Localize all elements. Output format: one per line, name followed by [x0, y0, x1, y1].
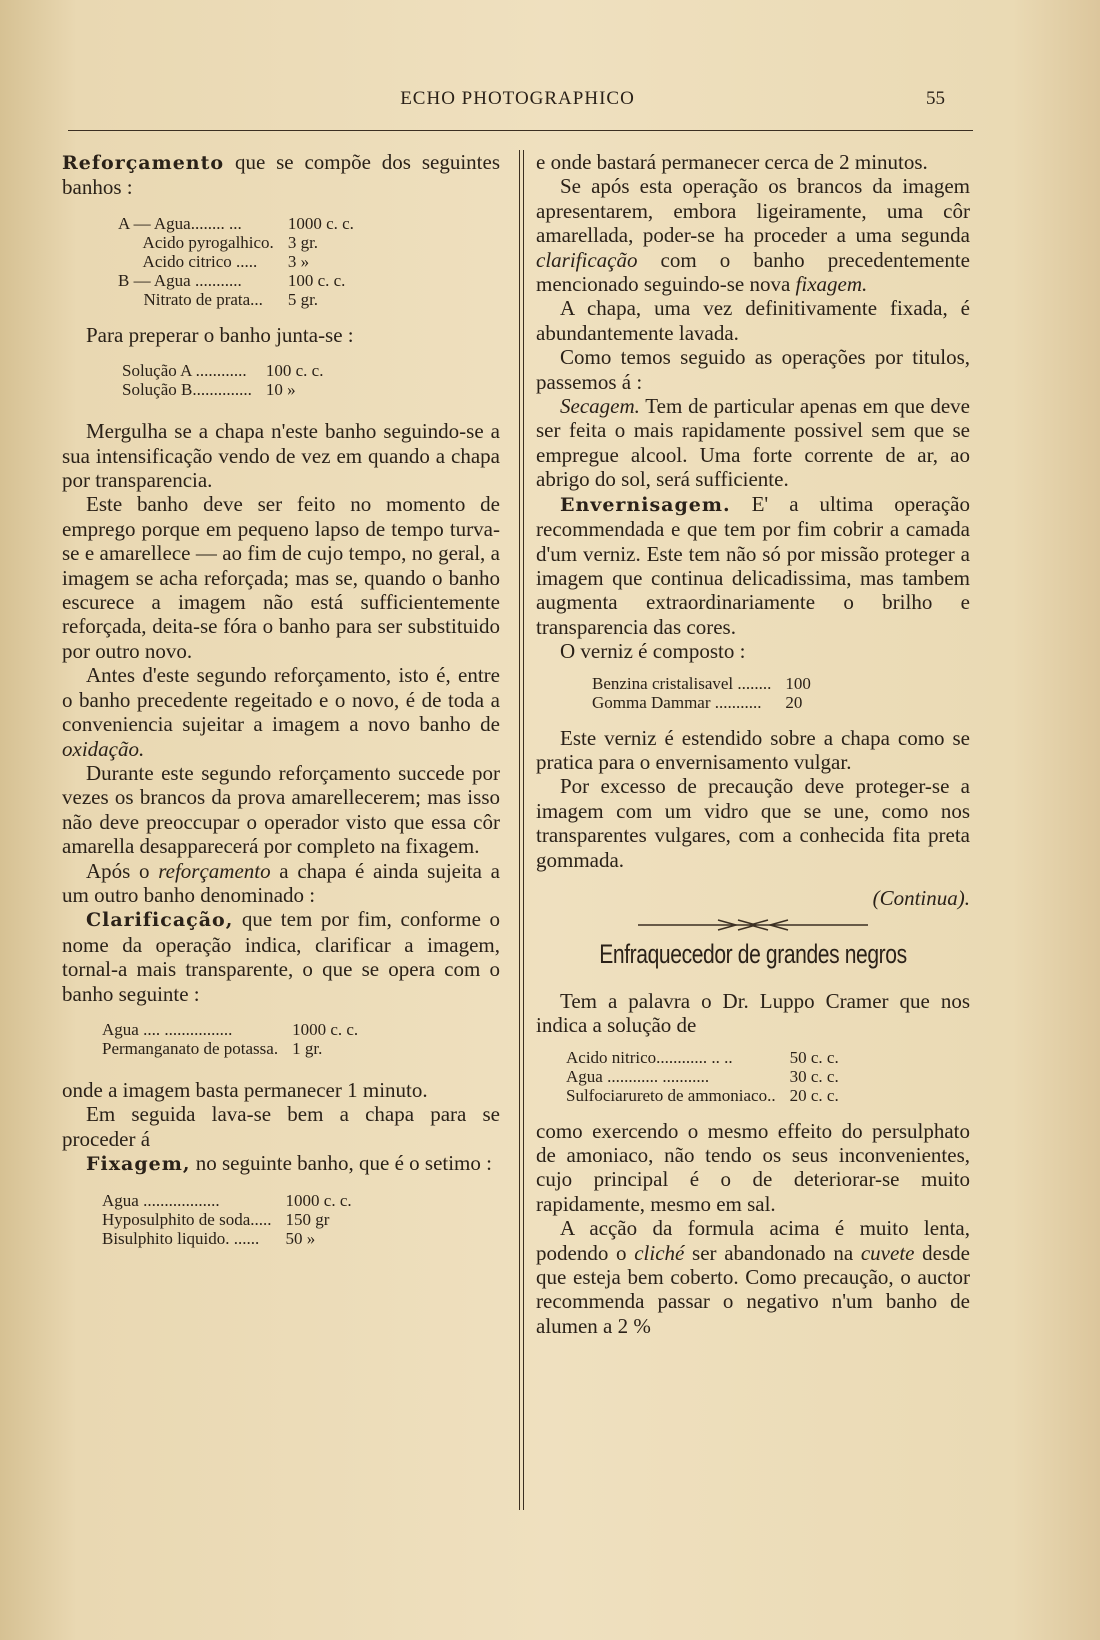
- paragraph-durante: Durante este segundo reforçamento succede por vezes os brancos da prova amarellecerem; mas isso não deve preoccupar o operador visto que essa côr amarella desapparecerá por completo na fixagem.: [62, 760, 500, 859]
- recipe-ingredient: Solução A ............: [122, 361, 247, 381]
- page-header: [60, 86, 975, 116]
- section-head-fixagem: Fixagem,: [86, 1153, 191, 1176]
- emphasis: fixagem.: [795, 272, 868, 297]
- paragraph-text: desde que esteja bem coberto. Como precaução, o auctor recommenda passar o negativo n'um banho de alumen a 2 %: [536, 1240, 970, 1338]
- paragraph-text: A acção da formula acima é muito lenta, podendo o: [536, 1216, 970, 1265]
- recipe-table-1: [118, 214, 354, 309]
- ornament-icon: [638, 918, 868, 932]
- header-rule: [68, 130, 973, 131]
- recipe-row: [118, 271, 354, 290]
- section-head-reforcamento: Reforçamento: [62, 152, 225, 174]
- emphasis: reforçamento: [158, 858, 271, 883]
- section-head-clarificacao: Clarificação,: [86, 909, 234, 932]
- recipe-row: [118, 233, 354, 252]
- recipe-quantity: 1 gr.: [292, 1038, 323, 1058]
- running-title: ECHO PHOTOGRAPHICO: [400, 88, 635, 109]
- recipe-row: [566, 1067, 839, 1086]
- paragraph-o-verniz: O verniz é composto :: [560, 639, 746, 664]
- left-column: [62, 150, 500, 1248]
- recipe-table-2: [122, 361, 323, 399]
- recipe-quantity: 3 »: [287, 251, 310, 271]
- paragraph-fixagem: [62, 1151, 500, 1176]
- recipe-ingredient: Nitrato de prata...: [118, 289, 263, 309]
- recipe-quantity: 100 c. c.: [287, 270, 346, 290]
- emphasis: oxidação.: [62, 736, 145, 761]
- paragraph-text: Tem de particular apenas em que deve ser feita o mais rapidamente possivel sem que se empregue alcool. Uma forte corrente de ar, ao abrigo do sol, será sufficiente.: [536, 394, 970, 492]
- recipe-ingredient: Hyposulphito de soda.....: [102, 1209, 272, 1229]
- emphasis: clarificação: [536, 247, 638, 272]
- recipe-ingredient: Bisulphito liquido. ......: [102, 1228, 260, 1248]
- emphasis: Secagem.: [560, 394, 640, 419]
- page-number: 55: [926, 88, 945, 109]
- paragraph-este-banho: Este banho deve ser feito no momento de emprego porque em pequeno lapso de tempo turva-se e amarellece — ao fim de cujo tempo, no geral, a imagem se acha reforçada; mas se, quando o banho escurece a imagem não está sufficientemente reforçada, deita-se fóra o banho para ser substituido por outro novo.: [62, 492, 500, 663]
- paragraph-tem-a-palavra: Tem a palavra o Dr. Luppo Cramer que nos indica a solução de: [536, 988, 970, 1038]
- recipe-row: [118, 290, 354, 309]
- paragraph-apos: [62, 859, 500, 908]
- recipe-ingredient: A — Agua........ ...: [118, 213, 242, 233]
- recipe-quantity: 50 c. c.: [789, 1047, 839, 1067]
- recipe-quantity: 50 »: [285, 1228, 316, 1248]
- recipe-row: [102, 1229, 352, 1248]
- recipe-row: [566, 1048, 839, 1067]
- recipe-ingredient: Benzina cristalisavel ........: [592, 673, 772, 693]
- recipe-quantity: 20: [785, 692, 803, 712]
- recipe-table-6: [566, 1048, 839, 1105]
- recipe-ingredient: Agua .... ................: [102, 1019, 233, 1039]
- paragraph-mergulha: Mergulha se a chapa n'este banho seguindo-se a sua intensificação vendo de vez em quando a chapa por transparencia.: [62, 419, 500, 493]
- recipe-quantity: 1000 c. c.: [285, 1190, 352, 1210]
- recipe-ingredient: Permanganato de potassa.: [102, 1038, 279, 1058]
- paragraph-reforcamento: [62, 150, 500, 200]
- paragraph-text: a chapa é ainda sujeita a um outro banho denominado :: [62, 858, 500, 907]
- recipe-quantity: 3 gr.: [287, 232, 319, 252]
- paragraph-a-chapa: A chapa, uma vez definitivamente fixada, é abundantemente lavada.: [536, 296, 970, 345]
- paragraph-em-seguida: Em seguida lava-se bem a chapa para se proceder á: [62, 1102, 500, 1151]
- recipe-quantity: 20 c. c.: [789, 1085, 839, 1105]
- recipe-row: [102, 1210, 352, 1229]
- paragraph-para-preparar: Para preperar o banho junta-se :: [86, 322, 354, 347]
- paragraph-por-excesso: Por excesso de precaução deve proteger-se a imagem com um vidro que se une, como nos transparentes vulgares, com a conhecida fita preta gommada.: [536, 774, 970, 872]
- ornament-divider: [536, 918, 970, 932]
- recipe-row: [118, 252, 354, 271]
- recipe-ingredient: Acido pyrogalhico.: [118, 232, 274, 252]
- emphasis: cliché: [634, 1240, 685, 1265]
- paragraph-text: no seguinte banho, que é o setimo :: [190, 1151, 492, 1176]
- paragraph-como-exercendo: como exercendo o mesmo effeito do persulphato de amoniaco, não tendo os seus inconvenientes, cujo principal é o de deteriorar-se muito rapidamente, mesmo em sal.: [536, 1118, 970, 1216]
- recipe-ingredient: Agua ............ ...........: [566, 1066, 710, 1086]
- paragraph-text: que se compõe dos seguintes banhos :: [62, 150, 500, 200]
- paragraph-text: Antes d'este segundo reforçamento, isto é, entre o banho precedente regeitado e o novo, é de toda a conveniencia sujeitar a imagem a novo banho de: [62, 663, 500, 737]
- recipe-ingredient: Acido citrico .....: [118, 251, 258, 271]
- paragraph-envernisagem: [536, 492, 970, 639]
- right-column: [536, 150, 970, 1338]
- paragraph-como-temos: Como temos seguido as operações por titulos, passemos á :: [536, 345, 970, 394]
- paragraph-e-onde: e onde bastará permanecer cerca de 2 minutos.: [536, 150, 928, 174]
- recipe-quantity: 5 gr.: [287, 289, 319, 309]
- emphasis: cuvete: [860, 1240, 915, 1265]
- recipe-ingredient: Sulfociarureto de ammoniaco..: [566, 1085, 776, 1105]
- paragraph-text: ser abandonado na: [684, 1240, 861, 1265]
- recipe-ingredient: Acido nitrico............ .. ..: [566, 1047, 733, 1067]
- recipe-row: [122, 361, 323, 380]
- recipe-table-4: [102, 1191, 352, 1248]
- recipe-ingredient: B — Agua ...........: [118, 270, 242, 290]
- paragraph-onde: onde a imagem basta permanecer 1 minuto.: [62, 1077, 428, 1102]
- paragraph-text: que tem por fim, conforme o nome da operação indica, clarificar a imagem, tornal-a mais transparente, o que se opera com o banho seguinte :: [62, 907, 500, 1006]
- recipe-ingredient: Gomma Dammar ...........: [592, 692, 762, 712]
- recipe-ingredient: Solução B..............: [122, 380, 252, 400]
- recipe-quantity: 150 gr: [285, 1209, 330, 1229]
- paragraph-clarificacao: [62, 907, 500, 1006]
- paragraph-se-apos: [536, 174, 970, 296]
- recipe-row: [122, 380, 323, 399]
- recipe-quantity: 30 c. c.: [789, 1066, 839, 1086]
- paragraph-este-verniz: Este verniz é estendido sobre a chapa como se pratica para o envernisamento vulgar.: [536, 725, 970, 774]
- paragraph-text: E' a ultima operação recommendada e que tem por fim cobrir a camada d'um verniz. Este tem não só por missão proteger a imagem que continua delicadissima, mas tambem augmenta extraordinariamente o brilho e transparencia das cores.: [536, 491, 970, 639]
- recipe-row: [102, 1020, 358, 1039]
- paragraph-a-accao: [536, 1216, 970, 1338]
- recipe-row: [566, 1086, 839, 1105]
- recipe-table-3: [102, 1020, 358, 1058]
- paragraph-secagem: [536, 394, 970, 492]
- recipe-quantity: 10 »: [265, 380, 296, 400]
- paragraph-text: Após o: [86, 858, 159, 883]
- section-head-envernisagem: Envernisagem.: [560, 493, 731, 516]
- column-divider: [519, 150, 524, 1510]
- recipe-table-5: [592, 674, 811, 712]
- recipe-quantity: 1000 c. c.: [292, 1019, 359, 1039]
- paragraph-text: com o banho precedentemente mencionado seguindo-se nova: [536, 247, 970, 297]
- recipe-quantity: 1000 c. c.: [287, 213, 354, 233]
- paragraph-antes: [62, 663, 500, 761]
- recipe-row: [592, 674, 811, 693]
- recipe-quantity: 100 c. c.: [265, 361, 324, 381]
- recipe-row: [592, 693, 811, 712]
- recipe-row: [102, 1191, 352, 1210]
- recipe-quantity: 100: [785, 673, 811, 693]
- recipe-ingredient: Agua ..................: [102, 1190, 220, 1210]
- continua-note: (Continua).: [872, 885, 970, 910]
- paragraph-text: Se após esta operação os brancos da imagem apresentarem, embora ligeiramente, uma côr amarellada, poder-se ha proceder a uma segunda: [536, 174, 970, 248]
- recipe-row: [102, 1039, 358, 1058]
- article-title: Enfraquecedor de grandes negros: [599, 939, 907, 970]
- recipe-row: [118, 214, 354, 233]
